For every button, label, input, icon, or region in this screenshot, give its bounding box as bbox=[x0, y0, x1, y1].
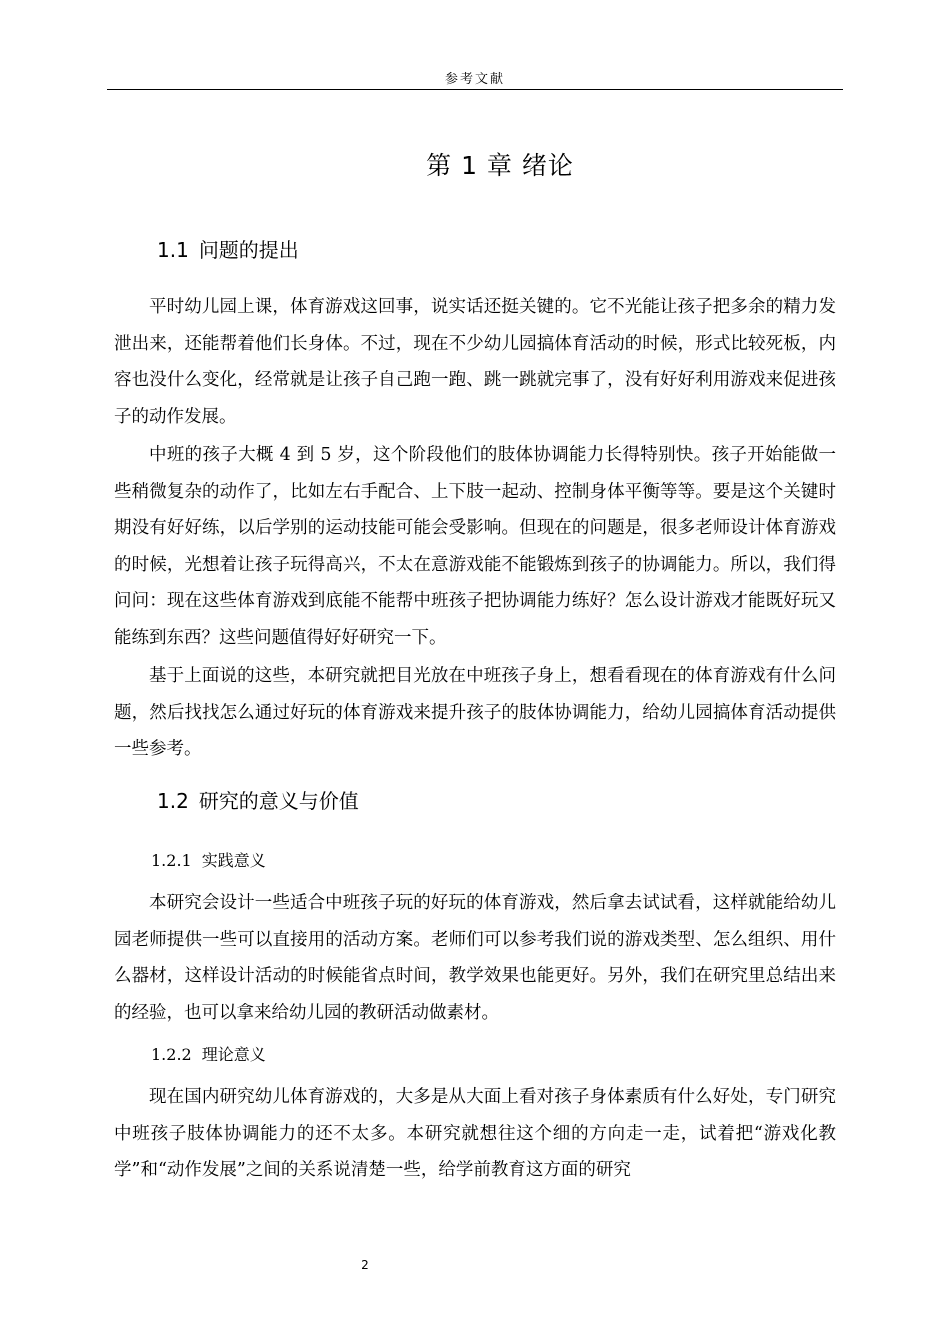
subsection-number: 1.2.2 bbox=[151, 1045, 192, 1064]
subsection-heading-1-2-1 bbox=[151, 848, 266, 871]
paragraph-1-1-c: 基于上面说的这些，本研究就把目光放在中班孩子身上，想看看现在的体育游戏有什么问题，然后找找怎么通过好玩的体育游戏来提升孩子的肢体协调能力，给幼儿园搞体育活动提供一些参考。 bbox=[114, 666, 836, 759]
paragraph-1-1-a: 平时幼儿园上课，体育游戏这回事，说实话还挺关键的。它不光能让孩子把多余的精力发泄出来，还能帮着他们长身体。不过，现在不少幼儿园搞体育活动的时候，形式比较死板，内容也没什么变化，经常就是让孩子自己跑一跑、跳一跳就完事了，没有好好利用游戏来促进孩子的动作发展。 bbox=[114, 297, 836, 427]
section-number: 1.1 bbox=[157, 238, 189, 262]
paragraph-1-2-1: 本研究会设计一些适合中班孩子玩的好玩的体育游戏，然后拿去试试看，这样就能给幼儿园老师提供一些可以直接用的活动方案。老师们可以参考我们说的游戏类型、怎么组织、用什么器材，这样设计活动的时候能省点时间，教学效果也能更好。另外，我们在研究里总结出来的经验，也可以拿来给幼儿园的教研活动做素材。 bbox=[114, 893, 836, 1023]
subsection-title: 理论意义 bbox=[201, 1045, 266, 1064]
section-heading-1-2 bbox=[157, 785, 359, 814]
subsection-title: 实践意义 bbox=[201, 851, 266, 870]
header-divider bbox=[107, 89, 843, 90]
section-title: 问题的提出 bbox=[198, 238, 299, 262]
page-number: 2 bbox=[361, 1258, 369, 1272]
subsection-number: 1.2.1 bbox=[151, 851, 192, 870]
section-heading-1-1 bbox=[157, 234, 299, 263]
chapter-title: 第 1 章 绪论 bbox=[426, 151, 574, 180]
subsection-heading-1-2-2 bbox=[151, 1042, 266, 1065]
paragraph-1-1-b: 中班的孩子大概 4 到 5 岁，这个阶段他们的肢体协调能力长得特别快。孩子开始能做一些稍微复杂的动作了，比如左右手配合、上下肢一起动、控制身体平衡等等。要是这个关键时期没有好好练，以后学别的运动技能可能会受影响。但现在的问题是，很多老师设计体育游戏的时候，光想着让孩子玩得高兴，不太在意游戏能不能锻炼到孩子的协调能力。所以，我们得问问：现在这些体育游戏到底能不能帮中班孩子把协调能力练好？怎么设计游戏才能既好玩又能练到东西？这些问题值得好好研究一下。 bbox=[114, 445, 836, 648]
section-number: 1.2 bbox=[157, 789, 189, 813]
section-title: 研究的意义与价值 bbox=[198, 789, 359, 813]
running-header: 参考文献 bbox=[444, 72, 505, 87]
paragraph-1-2-2: 现在国内研究幼儿体育游戏的，大多是从大面上看对孩子身体素质有什么好处，专门研究中班孩子肢体协调能力的还不太多。本研究就想往这个细的方向走一走，试着把“游戏化教学”和“动作发展”之间的关系说清楚一些，给学前教育这方面的研究 bbox=[114, 1087, 836, 1180]
